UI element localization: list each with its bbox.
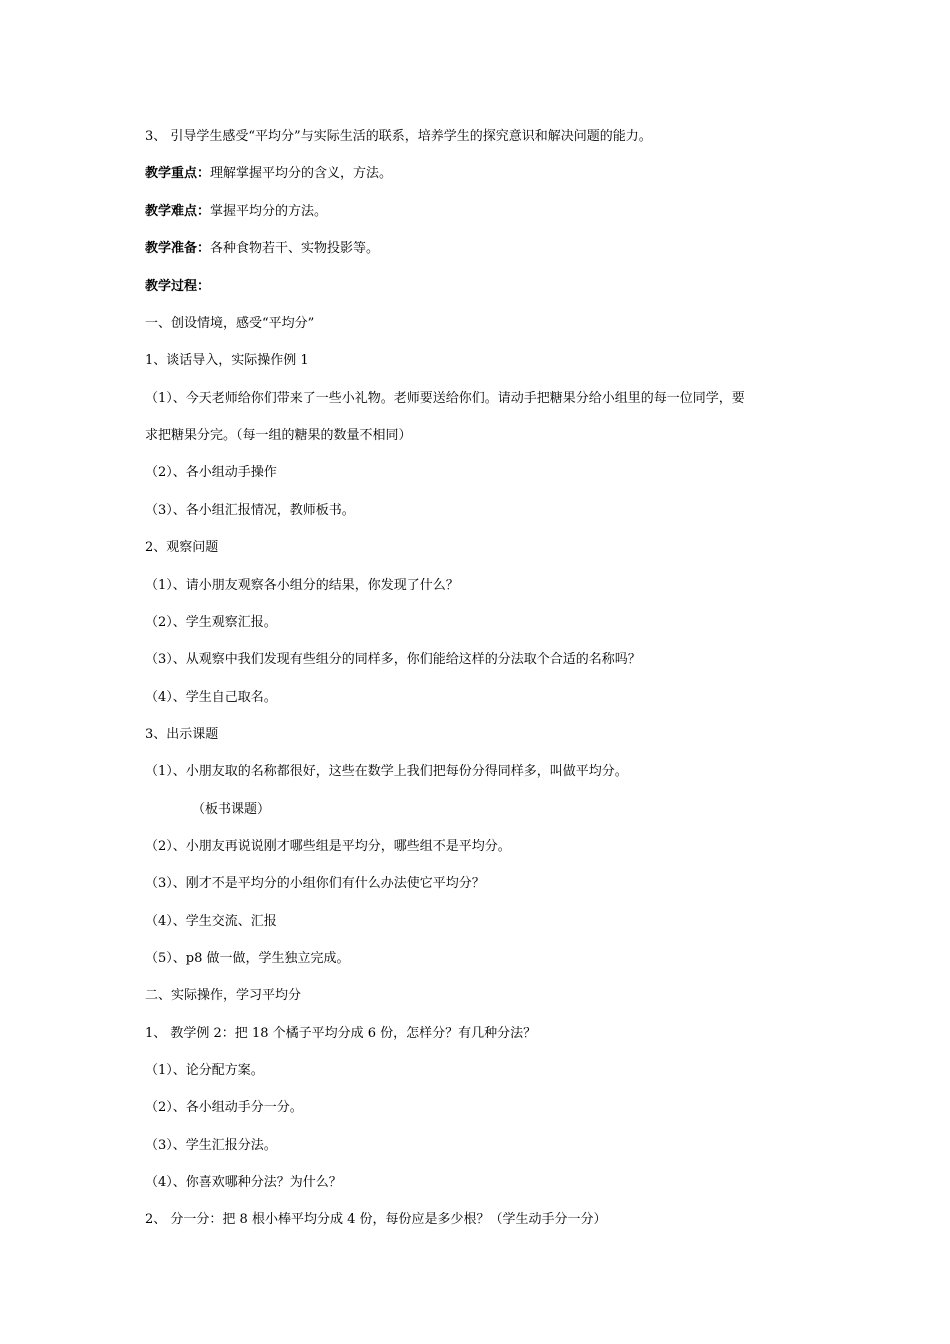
- section-1-1-a: （1）、今天老师给你们带来了一些小礼物。老师要送给你们。请动手把糖果分给小组里的每一位同学，要: [145, 391, 745, 406]
- difficulty-text: 掌握平均分的方法。: [210, 204, 328, 219]
- difficulty-line: [145, 203, 327, 221]
- section-2-1-c: （3）、学生汇报分法。: [145, 1138, 277, 1153]
- preparation-line: [145, 240, 379, 258]
- section-1-1: 1、谈话导入，实际操作例 1: [145, 353, 309, 368]
- section-1-title: 一、创设情境，感受“平均分”: [145, 316, 315, 331]
- section-1-2-c: （3）、从观察中我们发现有些组分的同样多，你们能给这样的分法取个合适的名称吗？: [145, 652, 641, 667]
- section-2-title: 二、实际操作，学习平均分: [145, 988, 302, 1003]
- section-1-2-d: （4）、学生自己取名。: [145, 690, 277, 705]
- section-1-1-a-cont: 求把糖果分完。（每一组的糖果的数量不相同）: [145, 428, 412, 443]
- section-1-1-c: （3）、各小组汇报情况，教师板书。: [145, 503, 355, 518]
- key-point-text: 理解掌握平均分的含义，方法。: [210, 166, 393, 181]
- process-heading: 教学过程：: [145, 279, 211, 294]
- objective-3: 3、 引导学生感受“平均分”与实际生活的联系，培养学生的探究意识和解决问题的能力。: [145, 129, 652, 144]
- section-1-2-b: （2）、学生观察汇报。: [145, 615, 277, 630]
- difficulty-label: 教学难点：: [145, 204, 211, 219]
- section-2-2: 2、 分一分：把 8 根小棒平均分成 4 份，每份应是多少根？（学生动手分一分）: [145, 1212, 607, 1227]
- section-1-3-a: （1）、小朋友取的名称都很好，这些在数学上我们把每份分得同样多，叫做平均分。: [145, 764, 628, 779]
- section-1-3: 3、出示课题: [145, 727, 219, 742]
- section-2-1-b: （2）、各小组动手分一分。: [145, 1100, 303, 1115]
- section-2-1-d: （4）、你喜欢哪种分法？为什么？: [145, 1175, 342, 1190]
- section-1-3-d: （4）、学生交流、汇报: [145, 914, 277, 929]
- section-1-3-a-note: （板书课题）: [192, 802, 271, 817]
- key-point-label: 教学重点：: [145, 166, 211, 181]
- preparation-label: 教学准备：: [145, 241, 211, 256]
- preparation-text: 各种食物若干、实物投影等。: [210, 241, 380, 256]
- section-1-2-a: （1）、请小朋友观察各小组分的结果，你发现了什么？: [145, 578, 459, 593]
- section-1-3-c: （3）、刚才不是平均分的小组你们有什么办法使它平均分？: [145, 876, 485, 891]
- section-1-3-b: （2）、小朋友再说说刚才哪些组是平均分，哪些组不是平均分。: [145, 839, 511, 854]
- section-1-3-e: （5）、p8 做一做，学生独立完成。: [145, 951, 350, 966]
- key-point-line: [145, 165, 392, 183]
- section-2-1: 1、 教学例 2：把 18 个橘子平均分成 6 份，怎样分？有几种分法？: [145, 1026, 537, 1041]
- section-1-2: 2、观察问题: [145, 540, 219, 555]
- section-1-1-b: （2）、各小组动手操作: [145, 465, 277, 480]
- section-2-1-a: （1）、论分配方案。: [145, 1063, 264, 1078]
